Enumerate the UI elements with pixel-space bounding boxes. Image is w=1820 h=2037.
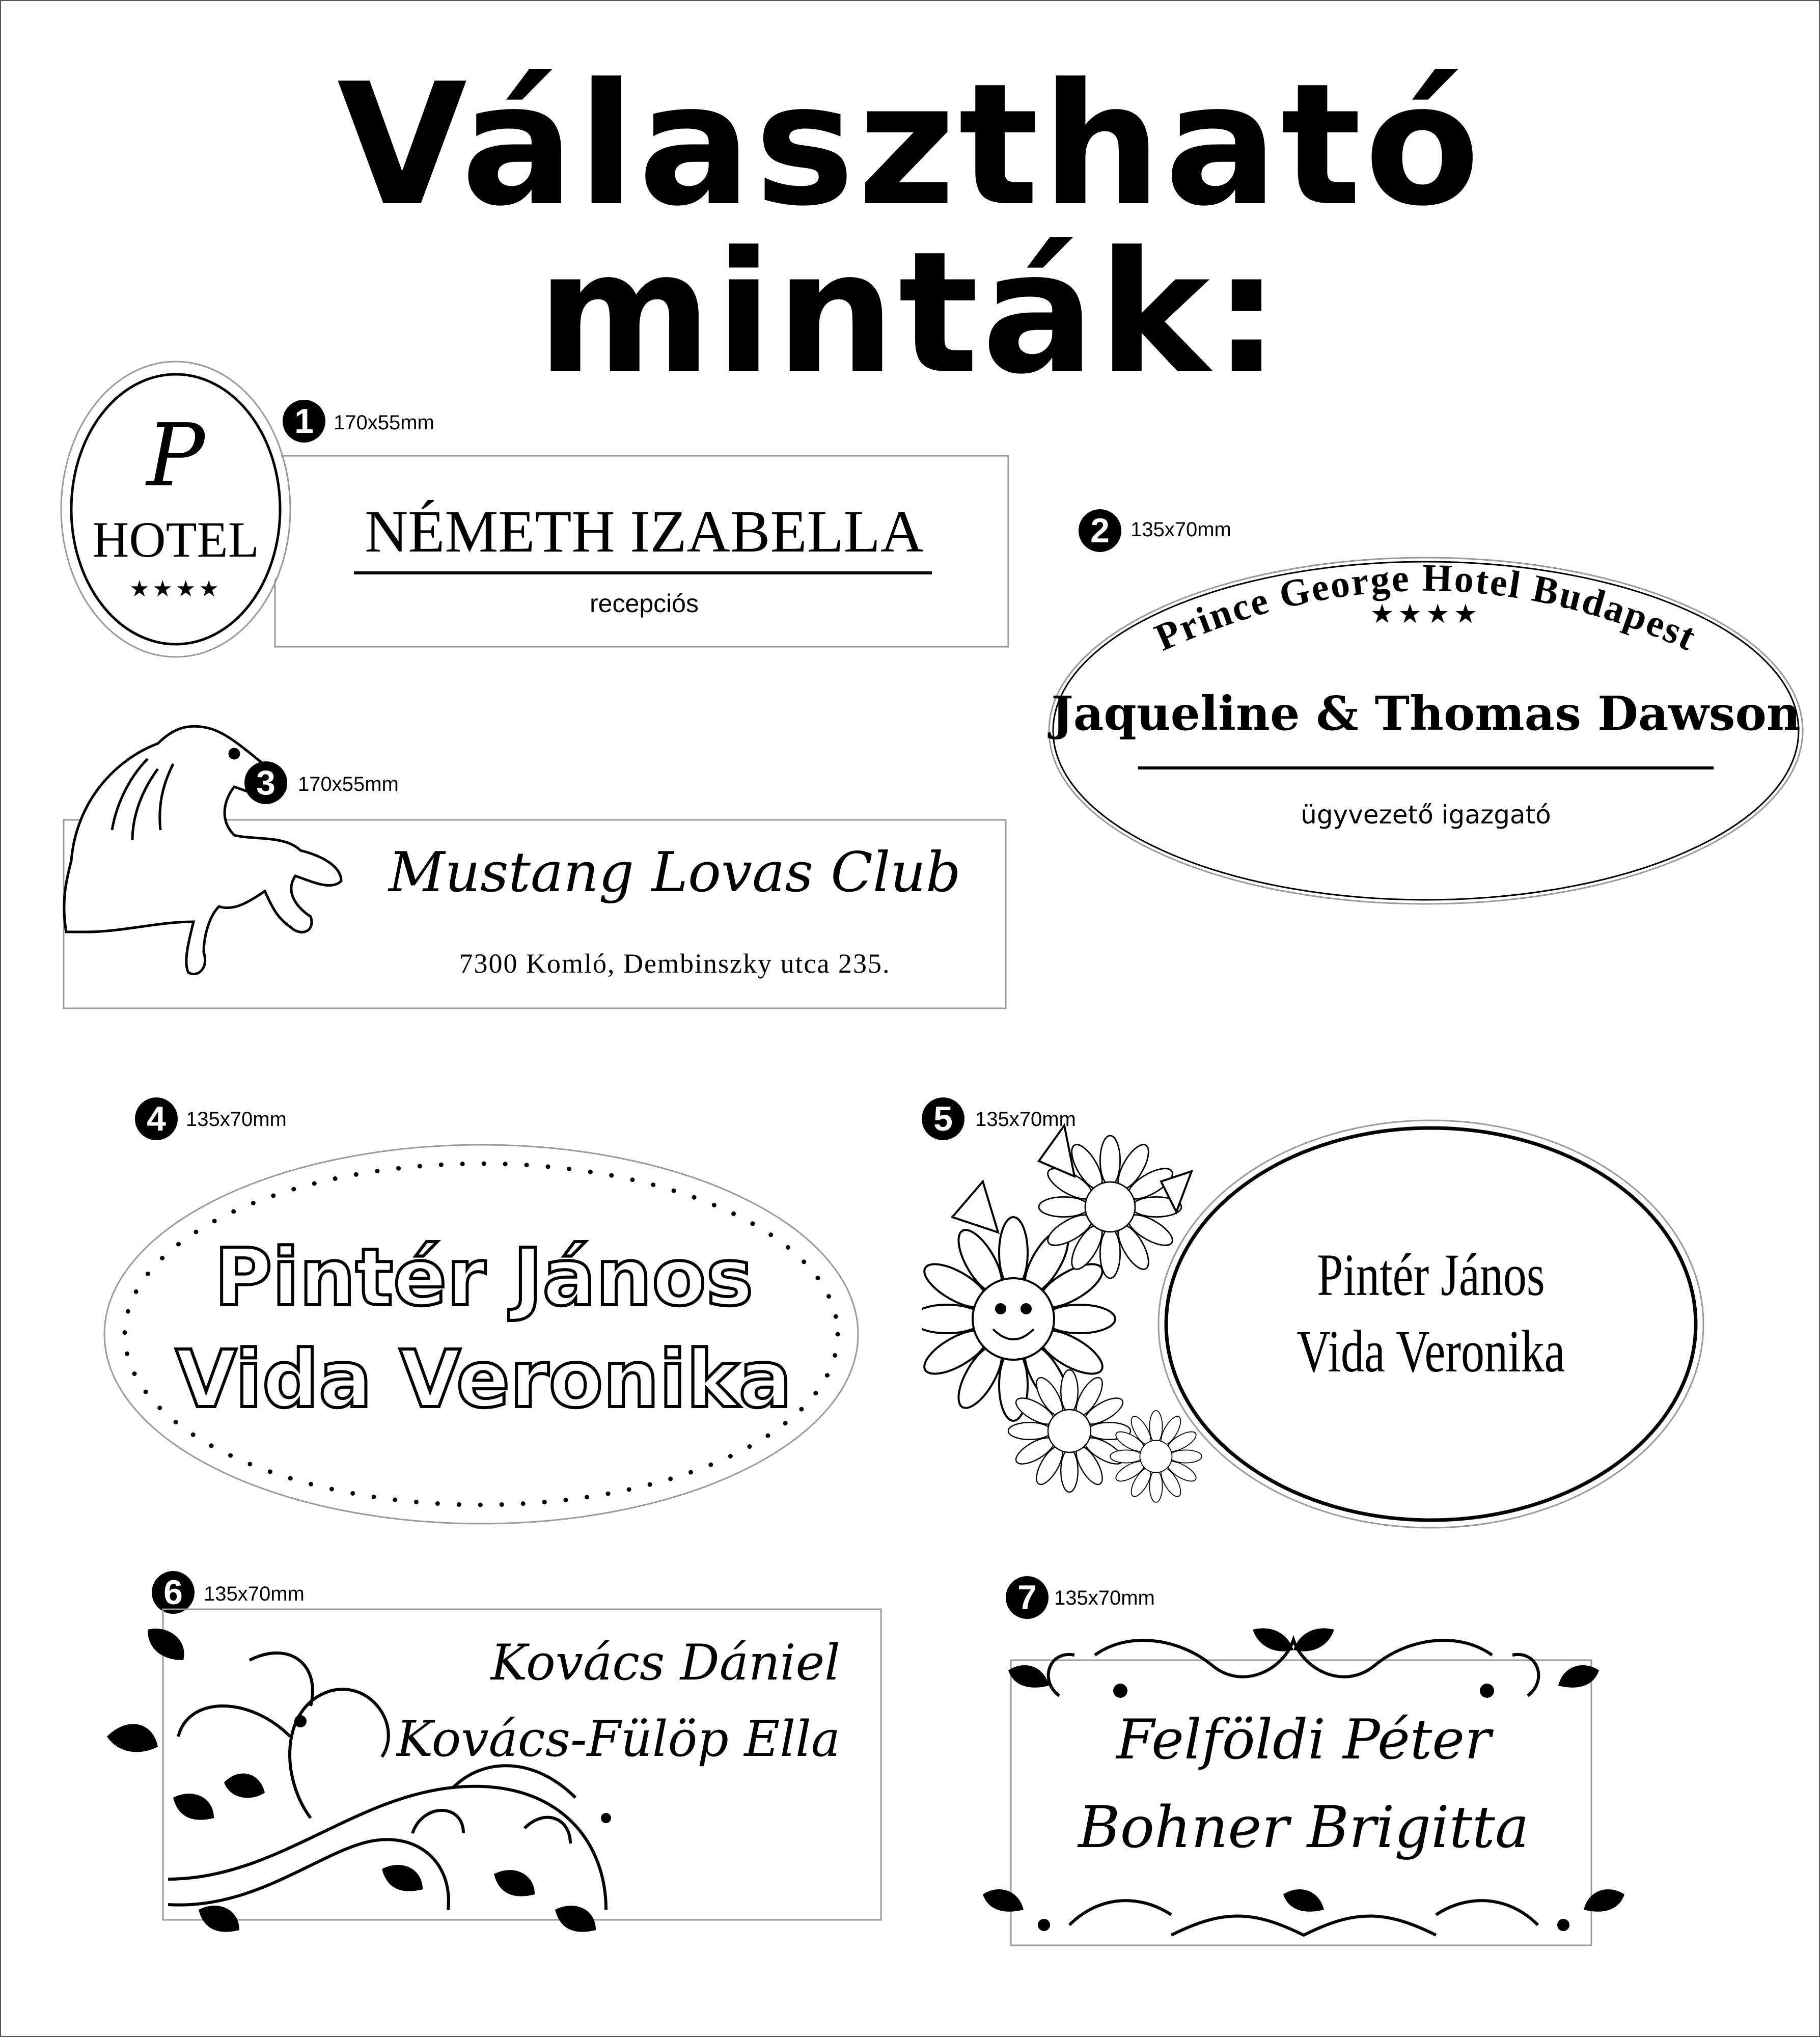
sample-1-name: NÉMETH IZABELLA [365,498,924,565]
sample-5-line2: Vida Veronika [1297,1318,1565,1385]
sample-1-number: 1 [283,400,325,443]
page-title: Választható minták: [337,47,1483,411]
hotel-logo-word: HOTEL [92,511,259,568]
sample-5-line1: Pintér János [1317,1242,1545,1308]
sample-2-name: Jaqueline & Thomas Dawson [1051,686,1801,741]
sample-2-stars: ★★★★ [1370,599,1482,629]
sample-4-size: 135x70mm [186,1108,287,1131]
sample-1-size: 170x55mm [334,411,434,434]
sample-2-arc-text: Prince George Hotel Budapest [1148,556,1703,659]
sample-7-number: 7 [1006,1576,1049,1619]
hotel-logo-letter: P [146,405,205,506]
sample-3-name: Mustang Lovas Club [388,841,961,904]
ornament-icon [983,1628,1624,1935]
sample-3-number: 3 [244,761,287,804]
sample-7-line2: Bohner Brigitta [1078,1795,1529,1861]
sample-1-rule [354,571,932,574]
sample-7-plate [968,1609,1640,1966]
sample-3-address: 7300 Komló, Dembinszky utca 235. [459,948,891,979]
sample-6-line2: Kovács-Fülöp Ella [396,1711,840,1768]
sample-2-number: 2 [1079,509,1121,552]
sample-2-rule [1138,766,1714,769]
sample-6-number: 6 [152,1571,195,1614]
sample-5-size: 135x70mm [975,1108,1076,1131]
sample-4-line2: Vida Veronika [175,1333,792,1425]
sample-5-number: 5 [922,1097,964,1140]
flower-icon [922,1125,1202,1502]
sample-2-size: 135x70mm [1130,518,1231,541]
sample-6-size: 135x70mm [204,1583,305,1605]
horse-icon [64,726,341,974]
sample-6-line1: Kovács Dániel [490,1634,840,1691]
sample-1-role: recepciós [590,589,699,618]
hotel-logo-stars: ★★★★ [129,576,222,601]
sample-4-line1: Pintér János [214,1231,754,1324]
sample-7-size: 135x70mm [1054,1587,1155,1609]
sample-3-size: 170x55mm [298,773,399,795]
sample-4-number: 4 [135,1097,178,1140]
sample-7-line1: Felföldi Péter [1116,1708,1491,1772]
sample-2-role: ügyvezető igazgató [1301,800,1551,830]
